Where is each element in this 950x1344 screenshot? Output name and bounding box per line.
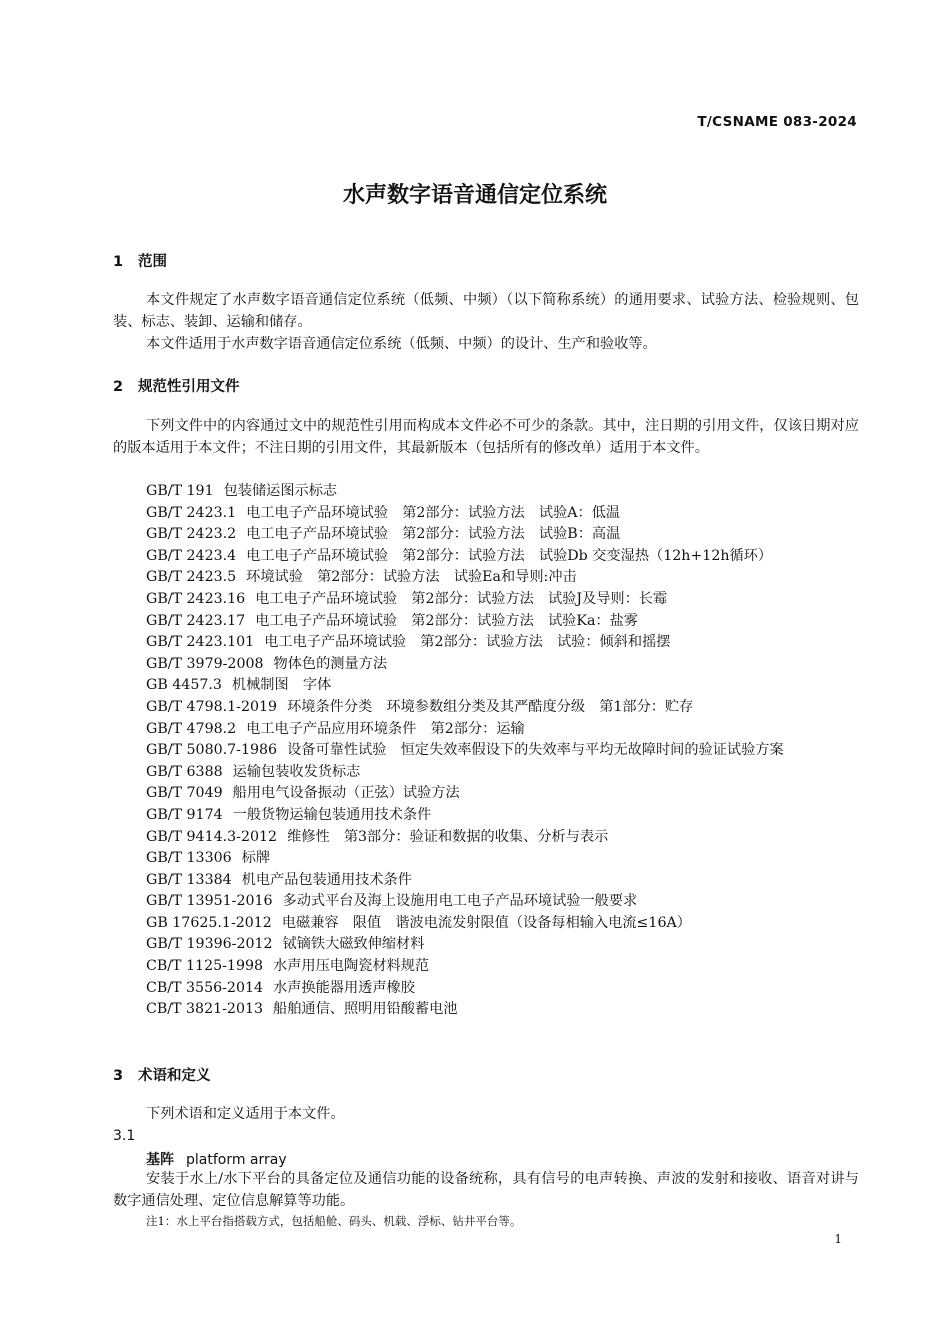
reference-item	[113, 956, 859, 978]
reference-code: GB/T 6388	[146, 763, 223, 780]
reference-code: GB/T 4798.1-2019	[146, 698, 278, 715]
reference-code: CB/T 3556-2014	[146, 979, 264, 996]
reference-title: 铽镝铁大磁致伸缩材料	[282, 936, 425, 953]
reference-item	[113, 913, 859, 935]
reference-item	[113, 546, 859, 568]
reference-title: 环境条件分类 环境参数组分类及其严酷度分级 第1部分：贮存	[287, 698, 694, 715]
reference-code: GB/T 191	[146, 483, 214, 499]
section-title: 范围	[138, 254, 167, 270]
reference-code: GB/T 2423.101	[146, 634, 255, 651]
reference-code: GB/T 5080.7-1986	[146, 742, 278, 759]
reference-title: 维修性 第3部分：验证和数据的收集、分析与表示	[287, 828, 609, 845]
reference-title: 电工电子产品环境试验 第2部分：试验方法 试验B：高温	[246, 526, 621, 543]
section-heading-normative-references	[113, 376, 240, 398]
scope-paragraph-1: 本文件规定了水声数字语音通信定位系统（低频、中频）（以下简称系统）的通用要求、试验方法、检验规则、包装、标志、装卸、运输和储存。	[113, 292, 859, 330]
reference-title: 物体色的测量方法	[273, 655, 388, 672]
reference-code: GB/T 9174	[146, 806, 223, 823]
reference-title: 电磁兼容 限值 谐波电流发射限值（设备每相输入电流≤16A）	[281, 914, 691, 931]
reference-code: GB 4457.3	[146, 677, 222, 694]
reference-code: CB/T 1125-1998	[146, 958, 264, 975]
section-number: 2	[113, 379, 124, 395]
reference-title: 水声换能器用透声橡胶	[273, 979, 415, 996]
reference-code: GB/T 19396-2012	[146, 936, 273, 953]
reference-code: GB/T 2423.4	[146, 547, 237, 564]
scope-paragraph-2: 本文件适用于水声数字语音通信定位系统（低频、中频）的设计、生产和验收等。	[146, 336, 657, 352]
reference-code: CB/T 3821-2013	[146, 1001, 264, 1018]
reference-item	[113, 654, 859, 676]
section-number: 1	[113, 254, 124, 270]
section-title: 术语和定义	[138, 1068, 211, 1084]
reference-item	[113, 524, 859, 546]
reference-code: GB 17625.1-2012	[146, 914, 272, 931]
term-number: 3.1	[113, 1128, 136, 1144]
reference-item	[113, 870, 859, 892]
reference-title: 一般货物运输包装通用技术条件	[232, 806, 432, 823]
section-number: 3	[113, 1068, 124, 1084]
reference-code: GB/T 13306	[146, 850, 232, 867]
reference-code: GB/T 4798.2	[146, 720, 237, 737]
reference-item	[113, 503, 859, 525]
reference-title: 运输包装收发货标志	[232, 763, 361, 780]
reference-item	[113, 589, 859, 611]
reference-code: GB/T 7049	[146, 785, 223, 802]
reference-title: 包装储运图示标志	[223, 483, 338, 499]
document-title: 水声数字语音通信定位系统	[342, 183, 607, 208]
section-heading-scope	[113, 251, 167, 273]
term-heading	[146, 1149, 287, 1169]
section-title: 规范性引用文件	[138, 379, 240, 395]
reference-item	[113, 848, 859, 870]
reference-title: 标牌	[241, 850, 271, 867]
reference-item	[113, 740, 859, 762]
reference-item	[113, 827, 859, 849]
reference-title: 船舶通信、照明用铅酸蓄电池	[273, 1001, 458, 1018]
reference-item	[113, 675, 859, 697]
reference-title: 电工电子产品应用环境条件 第2部分：运输	[246, 720, 525, 737]
reference-item	[113, 632, 859, 654]
reference-title: 电工电子产品环境试验 第2部分：试验方法 试验Db 交变湿热（12h+12h循环）	[246, 547, 773, 564]
reference-item	[113, 697, 859, 719]
reference-item	[113, 567, 859, 589]
reference-code: GB/T 2423.5	[146, 569, 237, 586]
page-number: 1	[834, 1232, 842, 1246]
reference-item	[113, 783, 859, 805]
reference-code: GB/T 3979-2008	[146, 655, 264, 672]
reference-item	[113, 805, 859, 827]
term-definition: 安装于水上/水下平台的具备定位及通信功能的设备统称，具有信号的电声转换、声波的发射和接收、语音对讲与数字通信处理、定位信息解算等功能。	[113, 1171, 859, 1209]
reference-title: 设备可靠性试验 恒定失效率假设下的失效率与平均无故障时间的验证试验方案	[287, 742, 784, 759]
references-intro-paragraph: 下列文件中的内容通过文中的规范性引用而构成本文件必不可少的条款。其中，注日期的引用文件，仅该日期对应的版本适用于本文件；不注日期的引用文件，其最新版本（包括所有的修改单）适用于本文件。	[113, 418, 859, 456]
reference-code: GB/T 2423.1	[146, 504, 237, 521]
reference-code: GB/T 2423.2	[146, 526, 237, 543]
reference-title: 水声用压电陶瓷材料规范	[273, 958, 430, 975]
reference-code: GB/T 13384	[146, 871, 232, 888]
term-chinese: 基阵	[146, 1152, 174, 1168]
term-english: platform array	[186, 1152, 287, 1168]
reference-title: 电工电子产品环境试验 第2部分：试验方法 试验Ka：盐雾	[255, 612, 638, 629]
reference-code: GB/T 9414.3-2012	[146, 828, 278, 845]
reference-title: 电工电子产品环境试验 第2部分：试验方法 试验：倾斜和摇摆	[264, 634, 671, 651]
reference-item	[113, 481, 859, 503]
document-code: T/CSNAME 083-2024	[697, 114, 857, 130]
reference-title: 多动式平台及海上设施用电工电子产品环境试验一般要求	[282, 893, 638, 910]
reference-title: 电工电子产品环境试验 第2部分：试验方法 试验J及导则：长霉	[255, 590, 668, 607]
reference-item	[113, 891, 859, 913]
terms-intro-paragraph: 下列术语和定义适用于本文件。	[146, 1106, 345, 1122]
section-heading-terms-definitions	[113, 1065, 211, 1087]
reference-item	[113, 934, 859, 956]
reference-list	[113, 481, 859, 1021]
term-note: 注1：水上平台指搭载方式，包括船舱、码头、机载、浮标、钻井平台等。	[146, 1214, 522, 1228]
reference-title: 机电产品包装通用技术条件	[241, 871, 412, 888]
reference-item	[113, 762, 859, 784]
reference-code: GB/T 2423.16	[146, 590, 246, 607]
reference-title: 机械制图 字体	[231, 677, 332, 694]
reference-title: 环境试验 第2部分：试验方法 试验Ea和导则:冲击	[246, 569, 577, 586]
reference-code: GB/T 2423.17	[146, 612, 246, 629]
reference-title: 电工电子产品环境试验 第2部分：试验方法 试验A：低温	[246, 504, 621, 521]
reference-item	[113, 611, 859, 633]
reference-item	[113, 999, 859, 1021]
reference-item	[113, 719, 859, 741]
reference-item	[113, 978, 859, 1000]
reference-title: 船用电气设备振动（正弦）试验方法	[232, 785, 460, 802]
reference-code: GB/T 13951-2016	[146, 893, 273, 910]
